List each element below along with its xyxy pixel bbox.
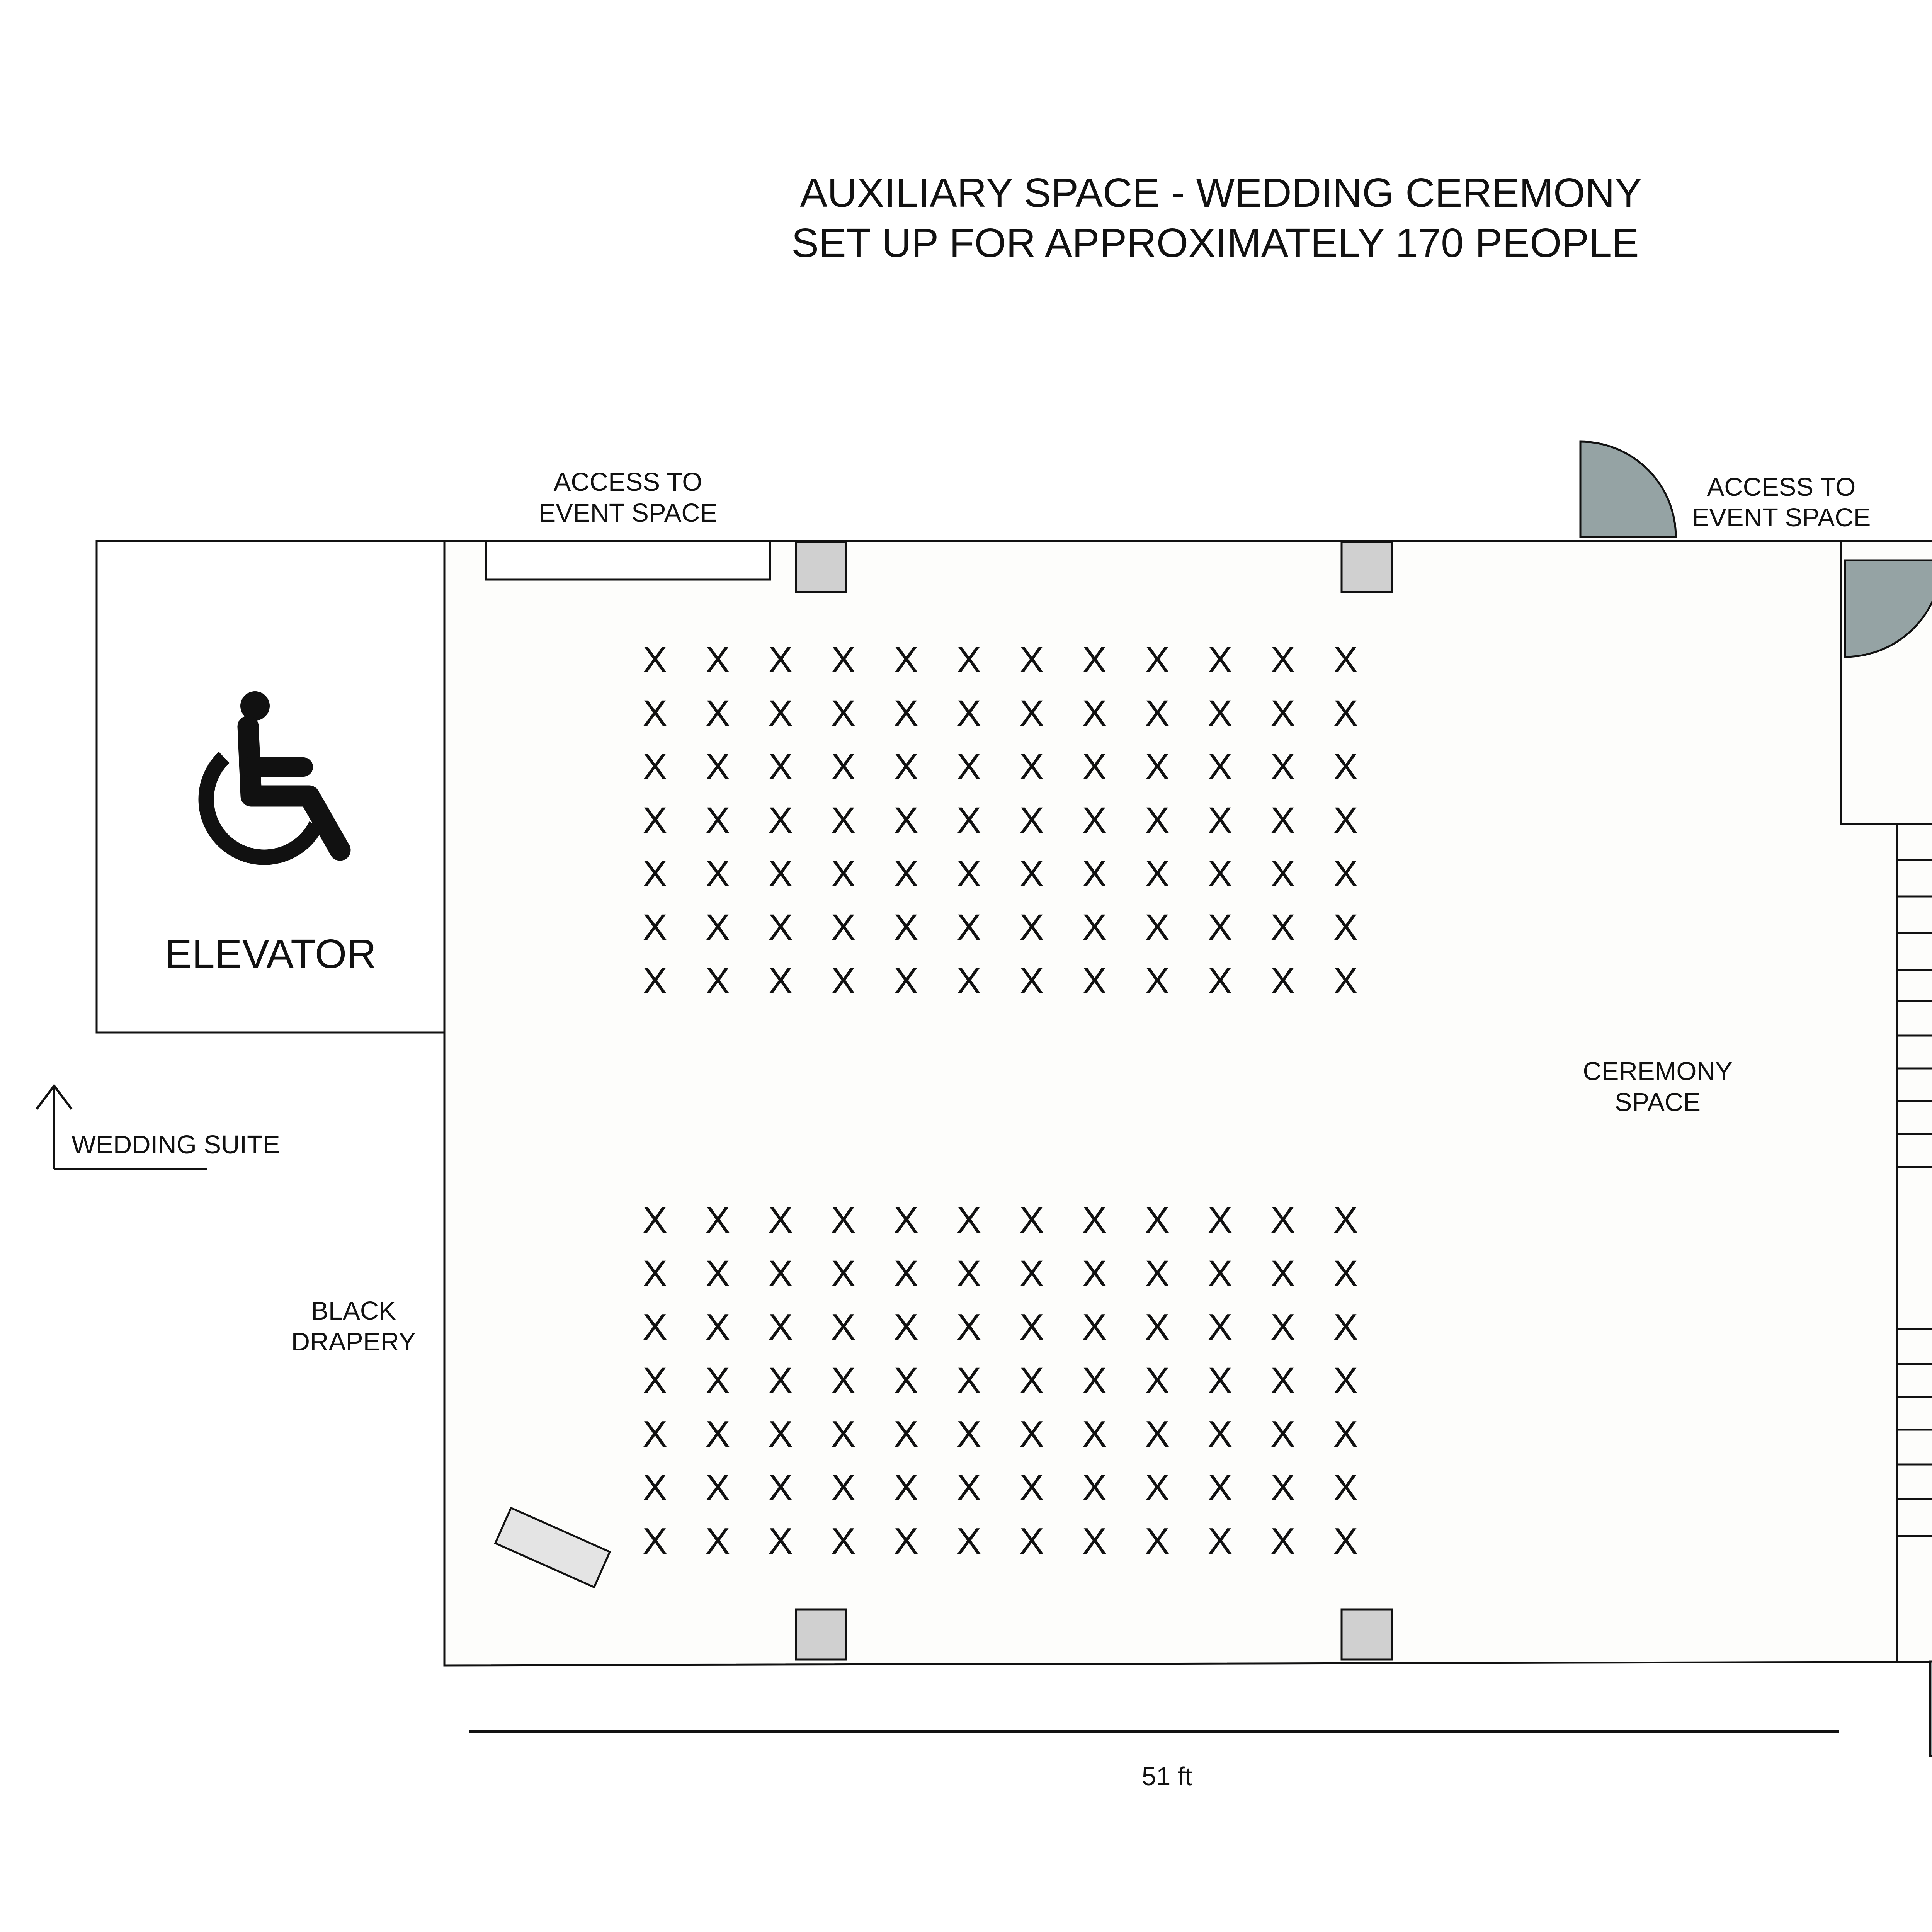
seat-front-r5-c11: X <box>1270 853 1296 895</box>
seat-back-r5-c10: X <box>1208 1413 1233 1455</box>
seat-front-r3-c4: X <box>831 746 856 787</box>
seat-back-r7-c10: X <box>1208 1520 1233 1562</box>
seat-front-r5-c6: X <box>956 853 981 895</box>
seat-front-r3-c2: X <box>705 746 730 787</box>
elevator-label: ELEVATOR <box>165 931 376 977</box>
seat-back-r5-c12: X <box>1333 1413 1358 1455</box>
seat-back-r7-c5: X <box>893 1520 919 1562</box>
seat-front-r2-c8: X <box>1082 692 1107 734</box>
seat-back-r3-c3: X <box>768 1306 793 1348</box>
seat-back-r7-c8: X <box>1082 1520 1107 1562</box>
seat-back-r6-c6: X <box>956 1467 981 1509</box>
seat-back-r3-c7: X <box>1019 1306 1044 1348</box>
seat-front-r6-c1: X <box>642 906 668 948</box>
doorway-ada[interactable] <box>1930 1662 1932 1756</box>
seat-back-r6-c1: X <box>642 1467 668 1509</box>
seat-back-r1-c9: X <box>1145 1199 1170 1241</box>
seat-back-r6-c11: X <box>1270 1467 1296 1509</box>
seat-back-r5-c1: X <box>642 1413 668 1455</box>
seat-front-r1-c1: X <box>642 639 668 680</box>
seat-front-r7-c9: X <box>1145 960 1170 1002</box>
seat-back-r6-c10: X <box>1208 1467 1233 1509</box>
seat-front-r6-c11: X <box>1270 906 1296 948</box>
seat-front-r4-c4: X <box>831 799 856 841</box>
seat-front-r1-c7: X <box>1019 639 1044 680</box>
seat-front-r1-c6: X <box>956 639 981 680</box>
seat-front-r4-c1: X <box>642 799 668 841</box>
doorway-top[interactable] <box>1580 442 1676 537</box>
title-line-2: SET UP FOR APPROXIMATELY 170 PEOPLE <box>791 220 1639 266</box>
seat-front-r1-c9: X <box>1145 639 1170 680</box>
seat-front-r7-c3: X <box>768 960 793 1002</box>
seat-back-r7-c3: X <box>768 1520 793 1562</box>
seat-front-r3-c11: X <box>1270 746 1296 787</box>
seat-front-r3-c3: X <box>768 746 793 787</box>
seat-front-r4-c9: X <box>1145 799 1170 841</box>
seat-back-r1-c10: X <box>1208 1199 1233 1241</box>
seat-front-r3-c9: X <box>1145 746 1170 787</box>
seat-back-r7-c7: X <box>1019 1520 1044 1562</box>
seat-back-r1-c1: X <box>642 1199 668 1241</box>
seat-front-r4-c11: X <box>1270 799 1296 841</box>
seat-back-r2-c3: X <box>768 1253 793 1294</box>
seat-front-r7-c5: X <box>893 960 919 1002</box>
seat-front-r3-c1: X <box>642 746 668 787</box>
seat-front-r5-c8: X <box>1082 853 1107 895</box>
access-right-label-2: EVENT SPACE <box>1692 503 1871 532</box>
seat-front-r2-c4: X <box>831 692 856 734</box>
seat-front-r5-c7: X <box>1019 853 1044 895</box>
seat-front-r4-c7: X <box>1019 799 1044 841</box>
seat-back-r5-c6: X <box>956 1413 981 1455</box>
seat-back-r2-c7: X <box>1019 1253 1044 1294</box>
wedding-suite-label: WEDDING SUITE <box>71 1130 280 1159</box>
drapery-label-1: BLACK <box>311 1296 396 1325</box>
seat-back-r4-c10: X <box>1208 1360 1233 1401</box>
seat-back-r1-c11: X <box>1270 1199 1296 1241</box>
seat-front-r4-c12: X <box>1333 799 1358 841</box>
seat-back-r2-c2: X <box>705 1253 730 1294</box>
room-outline <box>444 541 1932 1665</box>
seat-front-r4-c10: X <box>1208 799 1233 841</box>
seat-back-r6-c3: X <box>768 1467 793 1509</box>
seat-back-r7-c6: X <box>956 1520 981 1562</box>
seat-front-r7-c12: X <box>1333 960 1358 1002</box>
seat-back-r5-c9: X <box>1145 1413 1170 1455</box>
seat-back-r1-c12: X <box>1333 1199 1358 1241</box>
seat-front-r2-c2: X <box>705 692 730 734</box>
seat-back-r1-c3: X <box>768 1199 793 1241</box>
seat-back-r4-c11: X <box>1270 1360 1296 1401</box>
seat-front-r7-c2: X <box>705 960 730 1002</box>
seat-back-r5-c8: X <box>1082 1413 1107 1455</box>
seat-front-r2-c10: X <box>1208 692 1233 734</box>
seat-front-r5-c4: X <box>831 853 856 895</box>
seat-front-r2-c9: X <box>1145 692 1170 734</box>
seat-back-r7-c11: X <box>1270 1520 1296 1562</box>
access-right-label-1: ACCESS TO <box>1707 473 1856 502</box>
seat-back-r2-c4: X <box>831 1253 856 1294</box>
column-top-1 <box>796 542 846 592</box>
seat-back-r1-c2: X <box>705 1199 730 1241</box>
seat-back-r4-c12: X <box>1333 1360 1358 1401</box>
seat-front-r2-c6: X <box>956 692 981 734</box>
seat-front-r2-c3: X <box>768 692 793 734</box>
seat-back-r4-c6: X <box>956 1360 981 1401</box>
seat-front-r7-c7: X <box>1019 960 1044 1002</box>
seat-back-r6-c7: X <box>1019 1467 1044 1509</box>
seat-back-r6-c12: X <box>1333 1467 1358 1509</box>
seat-back-r7-c2: X <box>705 1520 730 1562</box>
seat-back-r2-c11: X <box>1270 1253 1296 1294</box>
seat-back-r4-c8: X <box>1082 1360 1107 1401</box>
seat-front-r3-c5: X <box>893 746 919 787</box>
seat-front-r1-c10: X <box>1208 639 1233 680</box>
seat-back-r5-c7: X <box>1019 1413 1044 1455</box>
seat-front-r1-c11: X <box>1270 639 1296 680</box>
seat-back-r7-c1: X <box>642 1520 668 1562</box>
seat-back-r7-c12: X <box>1333 1520 1358 1562</box>
ceremony-label-2: SPACE <box>1614 1088 1701 1117</box>
seat-back-r5-c11: X <box>1270 1413 1296 1455</box>
seat-front-r3-c10: X <box>1208 746 1233 787</box>
seat-front-r4-c5: X <box>893 799 919 841</box>
seat-back-r2-c5: X <box>893 1253 919 1294</box>
seat-back-r4-c2: X <box>705 1360 730 1401</box>
seat-front-r7-c8: X <box>1082 960 1107 1002</box>
seat-back-r4-c9: X <box>1145 1360 1170 1401</box>
seat-back-r7-c4: X <box>831 1520 856 1562</box>
seat-front-r6-c7: X <box>1019 906 1044 948</box>
seat-back-r2-c9: X <box>1145 1253 1170 1294</box>
seat-back-r3-c9: X <box>1145 1306 1170 1348</box>
seat-front-r6-c4: X <box>831 906 856 948</box>
seat-front-r1-c12: X <box>1333 639 1358 680</box>
seat-back-r4-c4: X <box>831 1360 856 1401</box>
seat-back-r5-c3: X <box>768 1413 793 1455</box>
seat-front-r2-c7: X <box>1019 692 1044 734</box>
seat-back-r6-c8: X <box>1082 1467 1107 1509</box>
column-bottom-2 <box>1342 1609 1392 1660</box>
seat-front-r5-c9: X <box>1145 853 1170 895</box>
seat-back-r6-c9: X <box>1145 1467 1170 1509</box>
seat-back-r3-c10: X <box>1208 1306 1233 1348</box>
seat-front-r2-c5: X <box>893 692 919 734</box>
title-line-1: AUXILIARY SPACE - WEDDING CEREMONY <box>800 170 1642 216</box>
seat-front-r4-c6: X <box>956 799 981 841</box>
seat-front-r6-c8: X <box>1082 906 1107 948</box>
seat-back-r5-c4: X <box>831 1413 856 1455</box>
seat-front-r1-c8: X <box>1082 639 1107 680</box>
seat-front-r2-c1: X <box>642 692 668 734</box>
seat-back-r7-c9: X <box>1145 1520 1170 1562</box>
seat-front-r4-c2: X <box>705 799 730 841</box>
seat-front-r3-c6: X <box>956 746 981 787</box>
seat-back-r1-c4: X <box>831 1199 856 1241</box>
seat-back-r2-c12: X <box>1333 1253 1358 1294</box>
seat-back-r5-c5: X <box>893 1413 919 1455</box>
large-rolling-door <box>486 541 770 580</box>
seat-back-r1-c5: X <box>893 1199 919 1241</box>
seat-back-r2-c10: X <box>1208 1253 1233 1294</box>
seat-back-r3-c6: X <box>956 1306 981 1348</box>
seat-front-r6-c5: X <box>893 906 919 948</box>
seat-back-r3-c11: X <box>1270 1306 1296 1348</box>
seat-front-r2-c12: X <box>1333 692 1358 734</box>
seat-front-r6-c3: X <box>768 906 793 948</box>
seat-front-r4-c3: X <box>768 799 793 841</box>
seat-front-r6-c9: X <box>1145 906 1170 948</box>
seat-front-r4-c8: X <box>1082 799 1107 841</box>
seat-front-r3-c8: X <box>1082 746 1107 787</box>
seat-back-r4-c5: X <box>893 1360 919 1401</box>
seat-front-r5-c5: X <box>893 853 919 895</box>
seat-back-r6-c5: X <box>893 1467 919 1509</box>
seat-back-r1-c6: X <box>956 1199 981 1241</box>
seat-front-r6-c2: X <box>705 906 730 948</box>
seat-back-r3-c8: X <box>1082 1306 1107 1348</box>
seat-back-r1-c8: X <box>1082 1199 1107 1241</box>
seat-front-r1-c5: X <box>893 639 919 680</box>
seat-front-r5-c3: X <box>768 853 793 895</box>
seat-front-r5-c1: X <box>642 853 668 895</box>
access-left-label-2: EVENT SPACE <box>538 498 718 527</box>
seat-back-r6-c2: X <box>705 1467 730 1509</box>
seat-back-r5-c2: X <box>705 1413 730 1455</box>
drapery-label-2: DRAPERY <box>291 1327 416 1356</box>
seat-front-r5-c2: X <box>705 853 730 895</box>
seat-back-r2-c6: X <box>956 1253 981 1294</box>
seat-back-r2-c8: X <box>1082 1253 1107 1294</box>
seat-front-r7-c6: X <box>956 960 981 1002</box>
access-left-label-1: ACCESS TO <box>553 468 702 497</box>
seat-front-r6-c12: X <box>1333 906 1358 948</box>
seat-back-r4-c7: X <box>1019 1360 1044 1401</box>
seat-front-r6-c6: X <box>956 906 981 948</box>
seat-back-r6-c4: X <box>831 1467 856 1509</box>
seat-back-r4-c3: X <box>768 1360 793 1401</box>
seat-front-r7-c1: X <box>642 960 668 1002</box>
seat-back-r4-c1: X <box>642 1360 668 1401</box>
seat-back-r3-c2: X <box>705 1306 730 1348</box>
dimension-width-label: 51 ft <box>1141 1762 1192 1791</box>
seat-front-r3-c7: X <box>1019 746 1044 787</box>
seat-front-r2-c11: X <box>1270 692 1296 734</box>
seat-front-r1-c4: X <box>831 639 856 680</box>
seat-front-r6-c10: X <box>1208 906 1233 948</box>
seat-front-r7-c4: X <box>831 960 856 1002</box>
seat-front-r1-c2: X <box>705 639 730 680</box>
seat-back-r3-c4: X <box>831 1306 856 1348</box>
seat-back-r3-c1: X <box>642 1306 668 1348</box>
seat-front-r3-c12: X <box>1333 746 1358 787</box>
ceremony-label-1: CEREMONY <box>1583 1057 1733 1086</box>
seat-front-r5-c12: X <box>1333 853 1358 895</box>
column-top-2 <box>1342 542 1392 592</box>
seat-front-r1-c3: X <box>768 639 793 680</box>
seat-front-r7-c10: X <box>1208 960 1233 1002</box>
seat-back-r1-c7: X <box>1019 1199 1044 1241</box>
seat-back-r3-c5: X <box>893 1306 919 1348</box>
seat-back-r3-c12: X <box>1333 1306 1358 1348</box>
seat-front-r7-c11: X <box>1270 960 1296 1002</box>
seat-front-r5-c10: X <box>1208 853 1233 895</box>
seat-back-r2-c1: X <box>642 1253 668 1294</box>
column-bottom-1 <box>796 1609 846 1660</box>
